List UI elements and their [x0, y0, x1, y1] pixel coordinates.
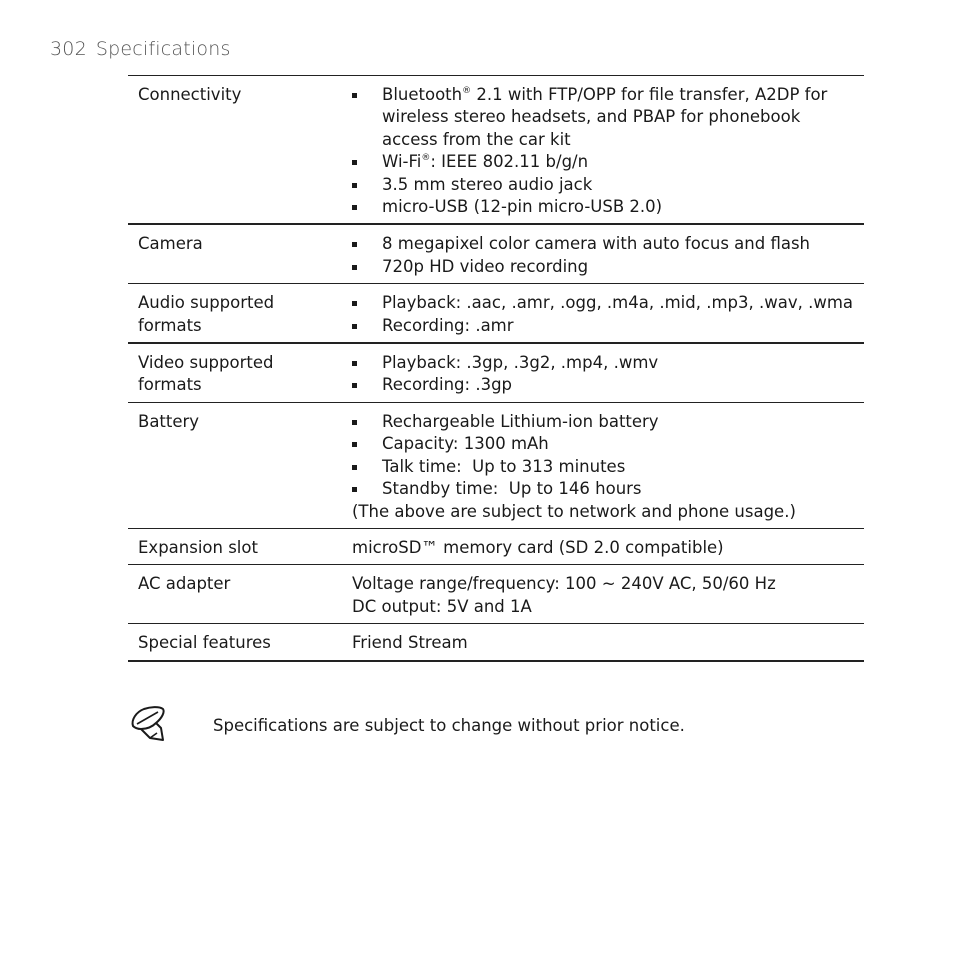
spec-value	[352, 352, 864, 397]
spec-row-video-formats	[128, 344, 864, 403]
bullet-item	[352, 478, 864, 500]
bullet-icon	[352, 256, 382, 278]
bullet-icon	[352, 174, 382, 196]
spec-row-special-features	[128, 624, 864, 659]
spec-label: Expansion slot	[138, 537, 258, 557]
note-pen-icon	[128, 704, 166, 742]
spec-label: Special features	[138, 633, 271, 653]
spec-row-audio-formats	[128, 284, 864, 344]
bullet-icon	[352, 151, 382, 173]
spec-value	[352, 292, 864, 337]
bullet-item	[352, 292, 864, 314]
spec-label: Video supported formats	[138, 353, 274, 395]
bullet-item	[352, 256, 864, 278]
bullet-item	[352, 151, 864, 173]
spec-label: AC adapter	[138, 574, 231, 594]
bullet-text: Wi-Fi®: IEEE 802.11 b/g/n	[382, 152, 589, 172]
bullet-icon	[352, 478, 382, 500]
bullet-item	[352, 196, 864, 218]
battery-note: (The above are subject to network and phone usage.)	[352, 501, 796, 521]
bullet-icon	[352, 196, 382, 218]
spec-row-camera	[128, 225, 864, 284]
spec-value	[352, 233, 864, 278]
bullet-icon	[352, 374, 382, 396]
spec-value	[352, 411, 864, 523]
bullet-text: Talk time: Up to 313 minutes	[382, 456, 626, 476]
bullet-icon	[352, 292, 382, 314]
bullet-item	[352, 374, 864, 396]
bullet-text: 720p HD video recording	[382, 256, 589, 276]
bullet-icon	[352, 233, 382, 255]
page-number: 302	[50, 38, 87, 60]
spec-label: Battery	[138, 411, 200, 431]
bullet-text: Bluetooth® 2.1 with FTP/OPP for file transfer, A2DP for wireless stereo headsets, and PBAP for phonebook access from the car kit	[382, 85, 828, 149]
page-title: Specifications	[95, 38, 231, 60]
bullet-icon	[352, 84, 382, 151]
bullet-text: Playback: .aac, .amr, .ogg, .m4a, .mid, .mp3, .wav, .wma	[382, 293, 854, 313]
bullet-text: micro-USB (12-pin micro-USB 2.0)	[382, 197, 663, 217]
bullet-text: Capacity: 1300 mAh	[382, 434, 549, 454]
spec-label: Connectivity	[138, 85, 242, 104]
bullet-text: Standby time: Up to 146 hours	[382, 479, 642, 499]
bullet-icon	[352, 315, 382, 337]
bullet-text: Rechargeable Lithium-ion battery	[382, 411, 659, 431]
bullet-item	[352, 433, 864, 455]
bullet-icon	[352, 456, 382, 478]
spec-value: microSD™ memory card (SD 2.0 compatible)	[352, 537, 724, 557]
bullet-icon	[352, 411, 382, 433]
bullet-text: 8 megapixel color camera with auto focus and flash	[382, 234, 811, 254]
spec-label: Audio supported formats	[138, 293, 275, 335]
spec-row-connectivity	[128, 76, 864, 225]
spec-row-expansion-slot	[128, 529, 864, 565]
bullet-item	[352, 174, 864, 196]
bullet-icon	[352, 433, 382, 455]
spec-value: Friend Stream	[352, 633, 468, 653]
bullet-item	[352, 456, 864, 478]
bullet-icon	[352, 352, 382, 374]
bullet-item	[352, 84, 864, 151]
spec-value	[352, 84, 864, 218]
bullet-item	[352, 233, 864, 255]
bullet-item	[352, 411, 864, 433]
note-block	[128, 704, 864, 744]
spec-value	[352, 573, 864, 618]
bullet-item	[352, 352, 864, 374]
specifications-table	[128, 75, 864, 662]
bullet-text: Recording: .amr	[382, 315, 514, 335]
bullet-text: 3.5 mm stereo audio jack	[382, 174, 593, 194]
spec-row-battery	[128, 403, 864, 529]
spec-line: DC output: 5V and 1A	[352, 596, 532, 616]
bullet-text: Playback: .3gp, .3g2, .mp4, .wmv	[382, 353, 659, 373]
page-header	[50, 38, 231, 60]
spec-line: Voltage range/frequency: 100 ~ 240V AC, 50/60 Hz	[352, 574, 776, 594]
bullet-text: Recording: .3gp	[382, 375, 513, 395]
bullet-item	[352, 315, 864, 337]
spec-row-ac-adapter	[128, 565, 864, 624]
spec-label: Camera	[138, 234, 203, 254]
note-text: Specifications are subject to change without prior notice.	[213, 716, 685, 735]
